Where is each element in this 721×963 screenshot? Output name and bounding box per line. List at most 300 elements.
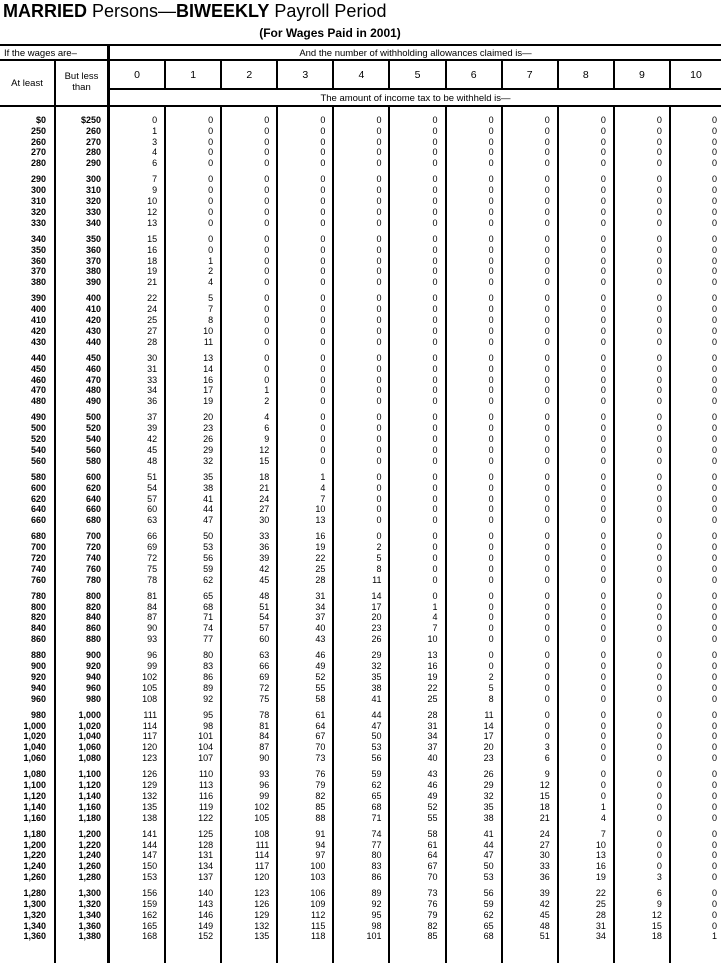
tax-amount-cell: 0 [559,742,615,753]
tax-amount-cell [615,107,671,115]
tax-amount-cell: 102 [222,802,278,813]
tax-amount-cell: 13 [559,850,615,861]
tax-amount-cell: 0 [559,245,615,256]
tax-amount-cell: 21 [222,483,278,494]
page-title [3,1,386,22]
tax-amount-cell: 0 [447,602,503,613]
tax-amount-cell: 0 [559,591,615,602]
tax-amount-cell: 0 [559,185,615,196]
but-less-cell: 1,080 [56,753,110,764]
tax-amount-cell: 126 [110,769,166,780]
tax-amount-cell [671,107,721,115]
but-less-cell: 260 [56,126,110,137]
tax-amount-cell: 100 [278,861,334,872]
tax-amount-cell: 0 [559,126,615,137]
tax-amount-cell: 64 [278,721,334,732]
tax-amount-cell: 0 [166,185,222,196]
but-less-cell: 1,200 [56,829,110,840]
tax-amount-cell: 0 [447,304,503,315]
tax-amount-cell: 0 [615,753,671,764]
tax-amount-cell: 76 [278,769,334,780]
tax-amount-cell: 10 [278,504,334,515]
table-bottom-filler [0,942,721,963]
tax-amount-cell: 15 [222,456,278,467]
tax-amount-cell: 97 [278,850,334,861]
tax-amount-cell: 42 [503,899,559,910]
tax-amount-cell: 0 [559,412,615,423]
tax-amount-cell: 0 [390,564,446,575]
tax-amount-cell: 0 [711,471,717,482]
tax-amount-cell [447,942,503,963]
tax-amount-cell: 131 [166,850,222,861]
at-least-cell: 780 [0,591,56,602]
tax-amount-cell: 0 [559,304,615,315]
tax-amount-cell: 40 [278,623,334,634]
but-less-than-column-header: But less than [56,61,110,105]
tax-amount-cell: 0 [615,396,671,407]
tax-amount-cell: 147 [110,850,166,861]
tax-amount-cell: 0 [503,575,559,586]
tax-amount-cell: 48 [222,591,278,602]
tax-amount-cell: 0 [711,115,717,125]
tax-amount-cell: 0 [503,553,559,564]
tax-amount-cell: 134 [166,861,222,872]
tax-amount-cell: 0 [166,158,222,169]
but-less-cell: 1,380 [56,931,110,942]
tax-amount-cell: 85 [390,931,446,942]
tax-amount-cell: 69 [110,542,166,553]
but-less-cell: 640 [56,494,110,505]
tax-amount-cell: 96 [110,650,166,661]
tax-amount-cell: 0 [447,531,503,542]
tax-amount-cell: 3 [503,742,559,753]
tax-amount-cell: 4 [390,612,446,623]
at-least-cell: 900 [0,661,56,672]
tax-amount-cell: 0 [447,445,503,456]
tax-amount-cell: 0 [615,304,671,315]
tax-amount-cell: 0 [222,277,278,288]
tax-amount-cell: 126 [222,899,278,910]
tax-amount-cell: 0 [222,207,278,218]
allowance-col-header-5: 5 [390,61,446,90]
tax-amount-cell: 39 [110,423,166,434]
tax-amount-cell: 13 [390,650,446,661]
tax-amount-cell: 21 [503,813,559,824]
tax-amount-cell: 15 [615,921,671,932]
table-row [0,277,721,288]
at-least-cell: 300 [0,185,56,196]
allowance-col-header-2: 2 [222,61,278,90]
table-row [0,802,721,813]
at-least-cell: 460 [0,375,56,386]
tax-amount-cell: 55 [390,813,446,824]
tax-amount-cell: 144 [110,840,166,851]
tax-amount-cell: 0 [711,661,717,672]
tax-amount-cell: 0 [447,364,503,375]
tax-amount-cell: 87 [222,742,278,753]
but-less-cell: 330 [56,207,110,218]
tax-amount-cell: 0 [711,601,717,612]
but-less-cell: 480 [56,385,110,396]
but-less-cell: 360 [56,245,110,256]
tax-amount-cell: 22 [110,293,166,304]
but-less-cell: 700 [56,531,110,542]
but-less-cell: 660 [56,504,110,515]
tax-amount-cell: 0 [711,396,717,407]
tax-amount-cell: 62 [166,575,222,586]
table-row [0,742,721,753]
tax-amount-cell: 8 [334,564,390,575]
tax-amount-cell: 153 [110,872,166,883]
tax-amount-cell: 81 [222,721,278,732]
tax-amount-cell: 0 [166,207,222,218]
tax-amount-cell: 0 [278,234,334,245]
at-least-cell: 280 [0,158,56,169]
tax-amount-cell: 0 [503,672,559,683]
tax-amount-cell: 0 [390,504,446,515]
tax-amount-cell: 28 [278,575,334,586]
tax-amount-cell: 1 [390,602,446,613]
tax-amount-cell: 0 [447,650,503,661]
at-least-cell: 390 [0,293,56,304]
tax-amount-cell: 152 [166,931,222,942]
but-less-cell: 900 [56,650,110,661]
tax-amount-cell: 0 [711,363,717,374]
tax-amount-cell: 0 [711,233,717,244]
tax-amount-cell: 0 [615,721,671,732]
tax-amount-cell: 0 [559,710,615,721]
tax-amount-cell: 0 [615,277,671,288]
tax-amount-cell: 0 [447,337,503,348]
tax-amount-cell: 0 [334,277,390,288]
tax-amount-cell: 0 [615,375,671,386]
tax-amount-cell: 0 [278,115,334,126]
at-least-cell [0,942,56,963]
tax-amount-cell: 90 [110,623,166,634]
tax-amount-cell: 0 [711,277,717,288]
tax-amount-cell: 37 [390,742,446,753]
table-row [0,207,721,218]
at-least-cell: 840 [0,623,56,634]
tax-amount-cell: 0 [222,337,278,348]
tax-amount-cell: 0 [559,542,615,553]
tax-amount-cell: 0 [278,445,334,456]
tax-amount-cell: 65 [166,591,222,602]
tax-amount-cell: 0 [559,612,615,623]
tax-amount-cell: 40 [390,753,446,764]
at-least-cell: 420 [0,326,56,337]
tax-amount-cell: 110 [166,769,222,780]
tax-amount-cell: 0 [615,861,671,872]
at-least-cell: 260 [0,137,56,148]
tax-amount-cell: 0 [503,602,559,613]
tax-amount-cell: 95 [334,910,390,921]
table-row [0,910,721,921]
tax-amount-cell: 135 [110,802,166,813]
allowance-col-header-4: 4 [334,61,390,90]
tax-amount-cell: 0 [615,472,671,483]
tax-amount-cell: 93 [110,634,166,645]
tax-amount-cell: 123 [110,753,166,764]
tax-amount-cell: 0 [559,147,615,158]
tax-amount-cell: 0 [615,245,671,256]
tax-amount-cell: 0 [503,661,559,672]
tax-amount-cell: 60 [222,634,278,645]
table-row [0,137,721,148]
table-row [0,850,721,861]
tax-amount-cell: 0 [559,780,615,791]
tax-amount-cell: 38 [447,813,503,824]
tax-amount-cell: 14 [447,721,503,732]
tax-amount-cell: 0 [503,623,559,634]
tax-amount-cell: 107 [166,753,222,764]
tax-amount-cell: 0 [390,304,446,315]
tax-amount-cell: 104 [166,742,222,753]
tax-amount-cell: 26 [334,634,390,645]
tax-amount-cell: 22 [559,888,615,899]
tax-amount-cell: 0 [559,293,615,304]
allowance-col-header-6: 6 [447,61,503,90]
tax-amount-cell: 50 [447,861,503,872]
tax-amount-cell: 12 [222,445,278,456]
table-row [0,234,721,245]
tax-amount-cell: 52 [278,672,334,683]
but-less-cell: 1,040 [56,731,110,742]
tax-amount-cell: 79 [278,780,334,791]
tax-amount-cell: 79 [390,910,446,921]
but-less-cell: 800 [56,591,110,602]
tax-amount-cell: 0 [711,909,717,920]
tax-amount-cell: 63 [110,515,166,526]
tax-amount-cell: 0 [334,293,390,304]
tax-amount-cell: 14 [334,591,390,602]
at-least-cell: 470 [0,385,56,396]
tax-amount-cell: 0 [711,742,717,753]
tax-amount-cell: 0 [334,256,390,267]
tax-amount-cell: 0 [503,456,559,467]
tax-amount-cell: 129 [222,910,278,921]
but-less-cell: 600 [56,472,110,483]
tax-amount-cell: 0 [711,482,717,493]
tax-amount-cell: 0 [503,385,559,396]
tax-amount-cell: 0 [559,564,615,575]
tax-amount-cell: 0 [390,483,446,494]
tax-amount-cell: 0 [447,126,503,137]
tax-amount-cell: 0 [615,445,671,456]
tax-amount-cell: 162 [110,910,166,921]
at-least-cell: 820 [0,612,56,623]
at-least-cell: 1,240 [0,861,56,872]
tax-amount-cell: 0 [559,753,615,764]
tax-amount-cell: 0 [503,207,559,218]
tax-amount-cell: 3 [615,872,671,883]
tax-amount-cell: 0 [390,575,446,586]
tax-amount-cell: 0 [503,234,559,245]
at-least-cell: 520 [0,434,56,445]
tax-amount-cell: 36 [110,396,166,407]
tax-amount-cell: 51 [110,472,166,483]
tax-amount-cell: 0 [334,218,390,229]
but-less-cell: 820 [56,602,110,613]
tax-amount-cell [110,942,166,963]
tax-amount-cell: 30 [110,353,166,364]
tax-amount-cell: 143 [166,899,222,910]
tax-amount-cell: 0 [615,266,671,277]
table-row [0,115,721,126]
withholding-table [0,44,721,963]
tax-amount-cell: 0 [711,671,717,682]
tax-amount-cell: 150 [110,861,166,872]
at-least-cell: 1,000 [0,721,56,732]
tax-amount-cell: 0 [278,218,334,229]
at-least-cell: 410 [0,315,56,326]
tax-amount-cell: 0 [503,326,559,337]
tax-amount-cell: 0 [390,137,446,148]
tax-amount-cell: 0 [390,591,446,602]
tax-amount-cell: 13 [278,515,334,526]
tax-amount-cell: 132 [222,921,278,932]
title-payroll: Payroll Period [269,1,387,21]
tax-amount-cell: 149 [166,921,222,932]
table-row [0,147,721,158]
tax-amount-cell: 45 [110,445,166,456]
table-row [0,445,721,456]
tax-amount-cell: 36 [222,542,278,553]
tax-amount-cell: 8 [166,315,222,326]
tax-amount-cell: 0 [615,115,671,126]
table-row [0,840,721,851]
but-less-cell: $250 [56,115,110,126]
tax-amount-cell: 0 [711,515,717,526]
tax-amount-cell: 0 [711,790,717,801]
tax-amount-cell: 6 [222,423,278,434]
tax-amount-cell: 7 [278,494,334,505]
tax-amount-cell: 0 [615,780,671,791]
at-least-cell: 350 [0,245,56,256]
tax-amount-cell: 66 [110,531,166,542]
tax-amount-cell: 0 [711,812,717,823]
but-less-cell: 500 [56,412,110,423]
tax-amount-cell: 18 [503,802,559,813]
tax-amount-cell: 0 [222,326,278,337]
tax-amount-cell: 84 [222,731,278,742]
but-less-cell: 1,180 [56,813,110,824]
tax-amount-cell: 0 [390,434,446,445]
tax-amount-cell: 27 [110,326,166,337]
tax-amount-cell: 1 [222,385,278,396]
tax-amount-cell: 62 [334,780,390,791]
table-row [0,304,721,315]
tax-amount-cell: 0 [711,266,717,277]
tax-amount-cell: 98 [334,921,390,932]
tax-amount-cell: 0 [615,634,671,645]
tax-amount-cell: 0 [503,434,559,445]
at-least-cell: 740 [0,564,56,575]
tax-amount-cell: 0 [503,731,559,742]
but-less-cell: 280 [56,147,110,158]
tax-amount-cell: 0 [559,423,615,434]
but-less-cell: 720 [56,542,110,553]
but-less-cell: 1,340 [56,910,110,921]
table-row [0,829,721,840]
tax-amount-cell: 0 [615,234,671,245]
tax-amount-cell [615,942,671,963]
tax-amount-cell: 57 [222,623,278,634]
tax-amount-cell: 0 [615,256,671,267]
tax-amount-cell: 42 [222,564,278,575]
tax-amount-cell: 45 [222,575,278,586]
at-least-cell: 800 [0,602,56,613]
tax-amount-cell: 4 [559,813,615,824]
tax-amount-cell: 0 [711,590,717,601]
tax-amount-cell: 0 [711,634,717,645]
tax-amount-cell: 0 [447,412,503,423]
at-least-cell: 430 [0,337,56,348]
tax-amount-cell: 9 [615,899,671,910]
tax-amount-cell: 0 [334,185,390,196]
at-least-cell: 380 [0,277,56,288]
tax-amount-cell: 0 [615,174,671,185]
tax-amount-cell [334,107,390,115]
tax-amount-cell: 0 [447,385,503,396]
title-married: MARRIED [3,1,87,21]
tax-amount-cell: 78 [222,710,278,721]
tax-amount-cell: 74 [166,623,222,634]
tax-amount-cell: 0 [559,158,615,169]
tax-amount-cell: 0 [334,483,390,494]
tax-amount-cell: 16 [110,245,166,256]
tax-amount-cell: 0 [278,158,334,169]
tax-amount-cell: 0 [447,504,503,515]
tax-amount-cell: 9 [503,769,559,780]
at-least-cell: 760 [0,575,56,586]
tax-amount-cell: 0 [334,353,390,364]
tax-amount-cell: 82 [278,791,334,802]
tax-amount-cell: 65 [334,791,390,802]
tax-amount-cell: 19 [166,396,222,407]
tax-amount-cell: 0 [334,472,390,483]
but-less-cell: 1,060 [56,742,110,753]
at-least-cell: 370 [0,266,56,277]
tax-amount-cell: 113 [166,780,222,791]
tax-amount-cell: 0 [559,661,615,672]
tax-amount-cell: 0 [711,828,717,839]
tax-amount-cell: 0 [615,829,671,840]
tax-amount-cell: 0 [559,277,615,288]
tax-amount-cell: 0 [559,218,615,229]
tax-amount-cell: 50 [166,531,222,542]
but-less-cell: 1,000 [56,710,110,721]
tax-amount-cell: 44 [447,840,503,851]
but-less-cell: 410 [56,304,110,315]
but-less-cell: 880 [56,634,110,645]
tax-amount-cell: 73 [278,753,334,764]
tax-amount-cell: 39 [222,553,278,564]
tax-amount-cell: 0 [447,612,503,623]
tax-amount-cell: 0 [390,423,446,434]
table-row [0,266,721,277]
tax-amount-cell: 0 [559,694,615,705]
tax-amount-cell: 38 [166,483,222,494]
at-least-cell: 700 [0,542,56,553]
but-less-cell: 860 [56,623,110,634]
tax-amount-cell: 29 [166,445,222,456]
tax-amount-cell [166,107,222,115]
at-least-cell: 1,140 [0,802,56,813]
tax-amount-cell: 9 [110,185,166,196]
tax-amount-cell: 86 [334,872,390,883]
tax-amount-cell: 0 [711,574,717,585]
